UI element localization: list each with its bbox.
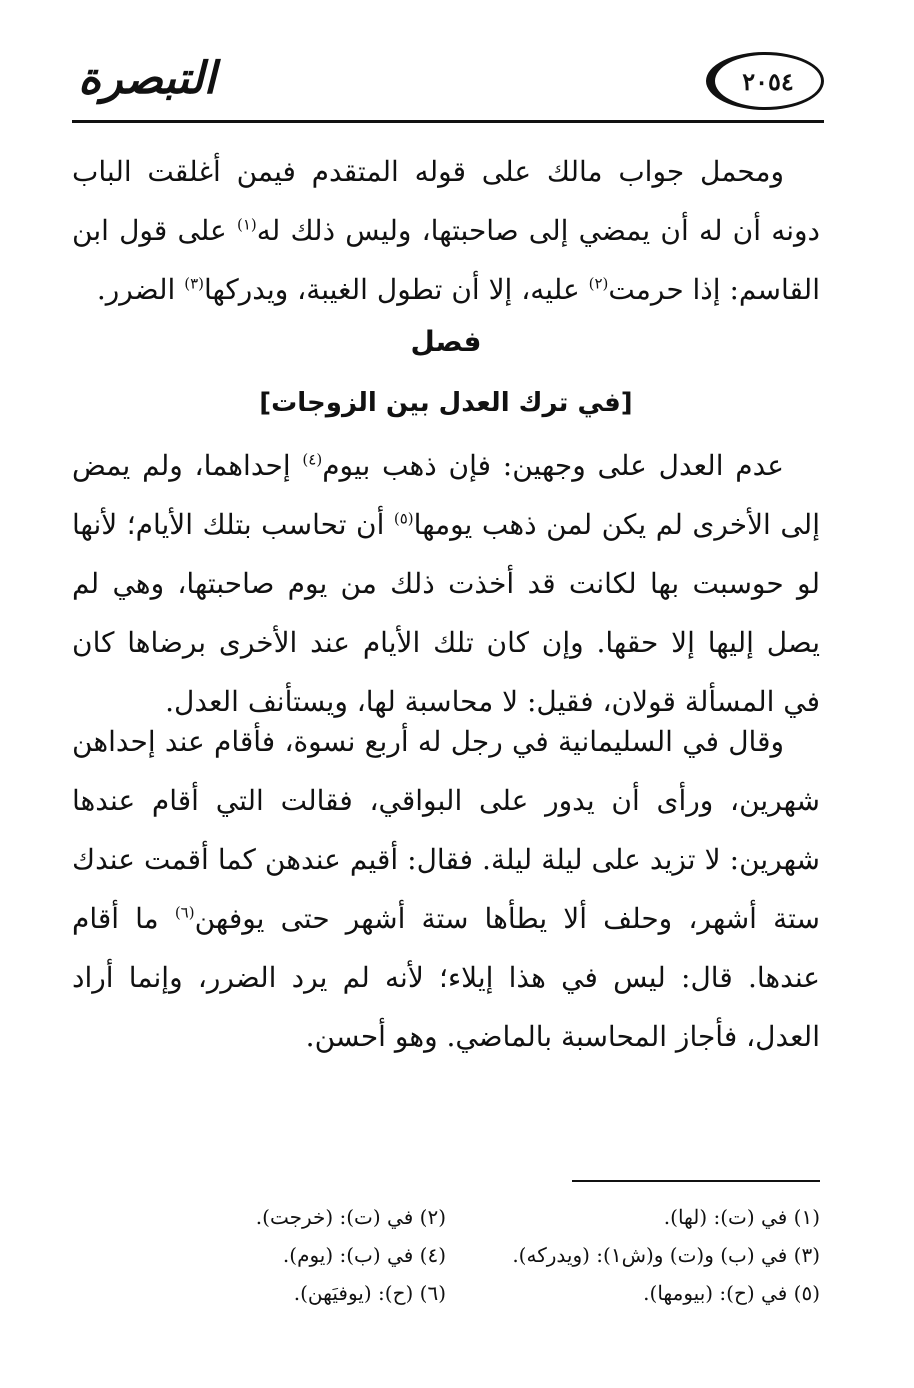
paragraph-1 [72, 142, 820, 319]
paragraph-2-part-1: عدم العدل على وجهين: فإن ذهب بيوم [322, 449, 785, 482]
footnote-1: (١) في (ت): (لها). [663, 1205, 820, 1229]
paragraph-1-line-3b: الضرر. [96, 273, 185, 306]
paragraph-1-line-2: يمضي إلى صاحبتها، وليس ذلك له [256, 214, 651, 247]
page-number-frame [706, 52, 824, 110]
footnote-mark-5: (٥) [393, 509, 414, 528]
paragraph-3-part-2: ما أقام عندها. قال: ليس في هذا إيلاء؛ لأنه لم يرد الضرر، وإنما أراد العدل، فأجاز المحاسبة بالماضي. وهو أحسن. [72, 902, 820, 1053]
section-subtitle: [في ترك العدل بين الزوجات] [259, 388, 633, 418]
page-header [72, 40, 824, 126]
paragraph-2-part-3: أن تحاسب بتلك الأيام؛ لأنها لو حوسبت بها لكانت قد أخذت ذلك من يوم صاحبتها، وهي لم يصل إليها إلا حقها. وإن كان تلك الأيام عند الأخرى برضاها كان في المسألة قولان، فقيل: لا محاسبة لها، ويستأنف العدل. [72, 508, 820, 718]
footnote-mark-3: (٣) [184, 274, 204, 293]
footnote-4: (٤) في (ب): (يوم). [282, 1243, 446, 1267]
paragraph-1-line-3: عليه، إلا أن تطول الغيبة، ويدركها [203, 273, 580, 306]
footnotes [72, 1198, 820, 1312]
footnote-separator [572, 1180, 820, 1182]
paragraph-2-part-2: إحداهما، ولم يمض إلى الأخرى لم يكن لمن ذهب يومها [72, 449, 820, 541]
footnote-mark-1: (١) [236, 215, 257, 234]
footnote-6: (٦) (ح): (يوفيَهن). [293, 1281, 446, 1305]
paragraph-3-part-1: وقال في السليمانية في رجل له أربع نسوة، فأقام عند إحداهن شهرين، ورأى أن يدور على البواقي، فقالت التي أقام عندها شهرين: لا تزيد على ليلة ليلة. فقال: أقيم عندهن كما أقمت عندك ستة أشهر، وحلف ألا يطأها ستة أشهر حتى يوفهن [72, 725, 820, 935]
header-rule [72, 120, 824, 123]
page-number: ٢٠٥٤ [742, 66, 794, 96]
paragraph-1-line-2b: على قول ابن القاسم: إذا حرمت [72, 214, 820, 306]
section-heading: فصل [410, 325, 482, 358]
footnote-mark-4: (٤) [302, 450, 323, 469]
paragraph-3 [72, 712, 820, 1066]
footnote-3: (٣) في (ب) و(ت) و(ش١): (ويدركه). [512, 1243, 820, 1267]
paragraph-2 [72, 436, 820, 731]
book-title: التبصرة [78, 53, 216, 104]
footnote-mark-2: (٢) [588, 274, 609, 293]
footnote-5: (٥) في (ح): (بيومها). [643, 1281, 820, 1305]
footnote-mark-6: (٦) [174, 903, 195, 922]
footnote-2: (٢) في (ت): (خرجت). [255, 1205, 446, 1229]
paragraph-1-line-1: ومحمل جواب مالك على قوله المتقدم فيمن أغلقت الباب دونه أن له أن [72, 155, 820, 247]
